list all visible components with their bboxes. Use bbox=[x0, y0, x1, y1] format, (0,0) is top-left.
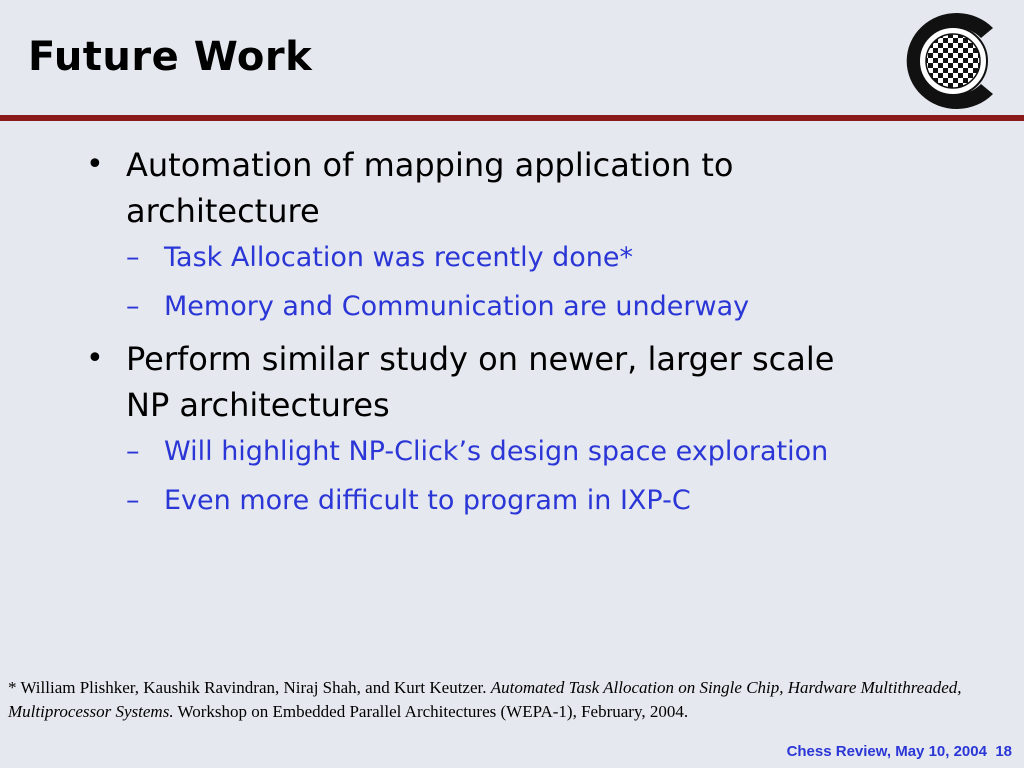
sub-bullet-item bbox=[84, 238, 884, 278]
slide-footer bbox=[787, 743, 1012, 760]
dash-glyph: – bbox=[126, 242, 140, 273]
citation-footnote bbox=[8, 676, 1018, 724]
sub-bullet-item bbox=[84, 287, 884, 327]
bullet-glyph: • bbox=[86, 147, 104, 182]
sub-bullet-text: Memory and Communication are underway bbox=[164, 291, 750, 322]
sub-bullet-text: Task Allocation was recently done* bbox=[164, 242, 634, 273]
sub-bullet-item bbox=[84, 481, 884, 521]
page-number: 18 bbox=[995, 743, 1012, 760]
title-divider bbox=[0, 115, 1024, 121]
footer-event: Chess Review, May 10, 2004 bbox=[786, 743, 987, 760]
footnote-authors: * William Plishker, Kaushik Ravindran, Niraj Shah, and Kurt Keutzer. bbox=[8, 678, 487, 697]
dash-glyph: – bbox=[126, 291, 140, 322]
chess-logo-icon bbox=[893, 8, 1011, 112]
bullet-text: Automation of mapping application to architecture bbox=[126, 146, 734, 230]
sub-bullet-item bbox=[84, 432, 884, 472]
bullet-glyph: • bbox=[86, 341, 104, 376]
dash-glyph: – bbox=[126, 485, 140, 516]
footnote-paper-title: Automated Task Allocation on Single Chip, Hardware Multithreaded, Multiprocessor Systems. bbox=[8, 678, 962, 721]
bullet-text: Perform similar study on newer, larger scale NP architectures bbox=[126, 340, 835, 424]
bullet-item bbox=[84, 142, 884, 234]
bullet-item bbox=[84, 336, 884, 428]
sub-bullet-text: Will highlight NP-Click’s design space exploration bbox=[164, 436, 829, 467]
footnote-venue: Workshop on Embedded Parallel Architectures (WEPA-1), February, 2004. bbox=[177, 702, 689, 721]
dash-glyph: – bbox=[126, 436, 140, 467]
slide-title: Future Work bbox=[28, 34, 313, 80]
sub-bullet-text: Even more difficult to program in IXP-C bbox=[164, 485, 691, 516]
bullet-list bbox=[84, 142, 884, 530]
